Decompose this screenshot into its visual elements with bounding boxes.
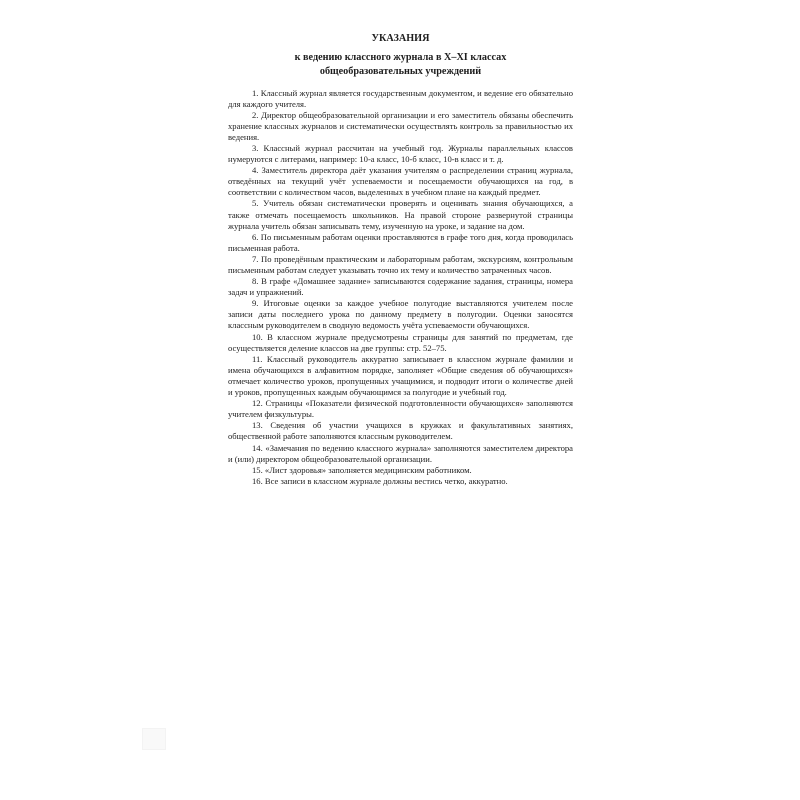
paragraph-8: 8. В графе «Домашнее задание» записываются содержание задания, страницы, номера задач и упражнений. xyxy=(228,276,573,298)
paragraph-11: 11. Классный руководитель аккуратно записывает в классном журнале фамилии и имена обучающихся в алфавитном порядке, заполняет «Общие сведения об обучающихся» отмечает количество уроков, пропущенных учащимися, и подводит итоги о количестве дней и уроков, пропущенных каждым обучающимся за полугодие и учебный год. xyxy=(228,353,573,398)
paragraph-13: 13. Сведения об участии учащихся в кружках и факультативных занятиях, общественной работе заполняются классным руководителем. xyxy=(228,420,573,442)
paragraph-4: 4. Заместитель директора даёт указания учителям о распределении страниц журнала, отведённых на текущий учёт успеваемости и посещаемости обучающихся на год, в соответствии с количеством часов, выделенных в учебном плане на каждый предмет. xyxy=(228,165,573,198)
paragraph-3: 3. Классный журнал рассчитан на учебный год. Журналы параллельных классов нумеруются с литерами, например: 10-а класс, 10-б класс, 10-в класс и т. д. xyxy=(228,142,573,165)
paragraph-12: 12. Страницы «Показатели физической подготовленности обучающихся» заполняются учителем физкультуры. xyxy=(228,398,573,420)
document-subtitle-line1: к ведению классного журнала в X–XI классах xyxy=(294,51,507,63)
document-page xyxy=(228,32,573,487)
paragraph-9: 9. Итоговые оценки за каждое учебное полугодие выставляются учителем после записи даты последнего урока по данному предмету в полугодии. Оценки заносятся классным руководителем в сводную ведомость учёта успеваемости обучающихся. xyxy=(228,298,573,331)
paragraph-6: 6. По письменным работам оценки проставляются в графе того дня, когда проводилась письменная работа. xyxy=(228,231,573,253)
document-title: УКАЗАНИЯ xyxy=(371,33,430,44)
paragraph-7: 7. По проведённым практическим и лабораторным работам, экскурсиям, контрольным письменным работам следует указывать точно их тему и количество затраченных часов. xyxy=(228,253,573,275)
paragraph-2: 2. Директор общеобразовательной организации и его заместитель обязаны обеспечить хранение классных журналов и систематически осуществлять контроль за правильностью их ведения. xyxy=(228,109,573,142)
paragraph-14: 14. «Замечания по ведению классного журнала» заполняются заместителем директора и (или) директором общеобразовательной организации. xyxy=(228,442,573,464)
document-subtitle-line2: общеобразовательных учреждений xyxy=(319,66,482,77)
paragraph-10: 10. В классном журнале предусмотрены страницы для занятий по предметам, где осуществляется деление классов на две группы: стр. 52–75. xyxy=(228,331,573,353)
paragraph-1: 1. Классный журнал является государственным документом, и ведение его обязательно для каждого учителя. xyxy=(228,87,573,109)
paragraph-5: 5. Учитель обязан систематически проверять и оценивать знания обучающихся, а также отмечать посещаемость школьников. На правой стороне развернутой страницы журнала учитель обязан записывать тему, изученную на уроке, и задание на дом. xyxy=(228,198,573,231)
paragraph-15: 15. «Лист здоровья» заполняется медицинским работником. xyxy=(252,464,472,475)
paragraph-16: 16. Все записи в классном журнале должны вестись четко, аккуратно. xyxy=(252,475,508,486)
scan-artifact xyxy=(142,728,166,750)
document-body xyxy=(228,88,573,487)
